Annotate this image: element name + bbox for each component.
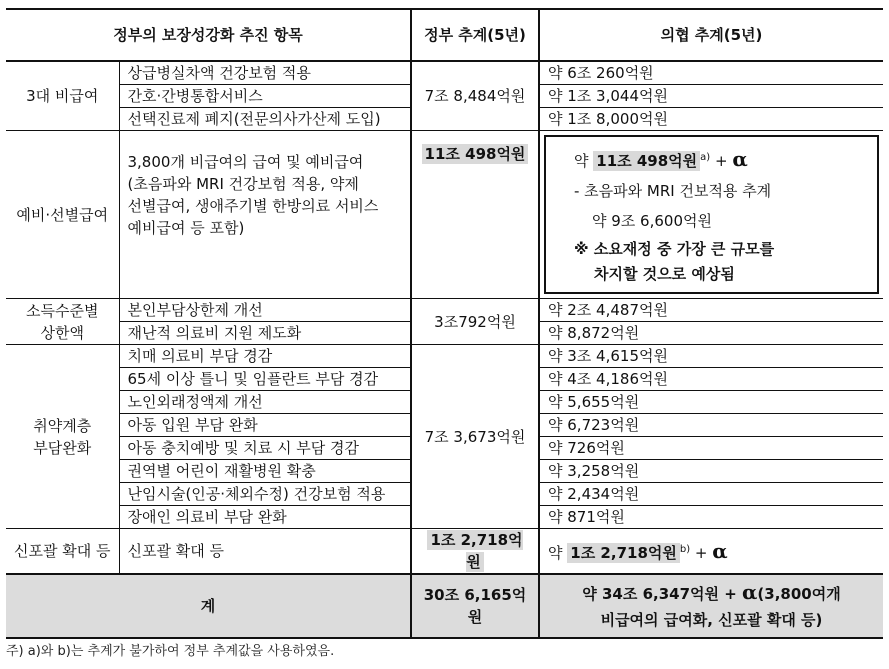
assoc-estimate-cell: 약 1조 3,044억원 <box>539 85 883 108</box>
table-row <box>6 131 883 299</box>
item-line: 예비급여 등 포함) <box>127 219 245 237</box>
group-name-g4 <box>6 345 119 529</box>
item-cell: 신포괄 확대 등 <box>119 529 411 575</box>
estimate-line1 <box>574 143 867 176</box>
estimate-prefix: 약 <box>574 152 589 170</box>
gov-estimate-g2 <box>411 131 539 299</box>
estimate-note1: ※ 소요재정 중 가장 큰 규모를 <box>574 240 775 258</box>
plus-sign: + <box>694 543 708 562</box>
assoc-estimate-cell: 약 8,872억원 <box>539 322 883 345</box>
total-assoc-line2: 비급여의 급여화, 신포괄 확대 등) <box>600 611 823 629</box>
group-name-line: 소득수준별 <box>26 301 99 320</box>
gov-estimate-g4: 7조 3,673억원 <box>411 345 539 529</box>
group-name-line: 부담완화 <box>33 438 92 457</box>
item-cell: 간호·간병통합서비스 <box>119 85 411 108</box>
estimate-line2: - 초음파와 MRI 건보적용 추계 <box>574 182 772 200</box>
total-row <box>6 574 883 638</box>
footnote-ref: b) <box>679 543 691 555</box>
alpha-symbol: α <box>732 147 748 171</box>
item-line: 3,800개 비급여의 급여 및 예비급여 <box>127 153 364 171</box>
estimate-prefix: 약 <box>548 543 563 562</box>
item-cell: 재난적 의료비 지원 제도화 <box>119 322 411 345</box>
item-cell: 본인부담상한제 개선 <box>119 299 411 322</box>
highlight-box <box>544 135 879 294</box>
item-cell-g2 <box>119 131 411 299</box>
total-assoc-line1 <box>548 579 875 607</box>
gov-estimate-value: 1조 2,718억원 <box>427 530 522 572</box>
table-row <box>6 345 883 368</box>
assoc-estimate-cell: 약 2,434억원 <box>539 483 883 506</box>
assoc-estimate-cell: 약 726억원 <box>539 437 883 460</box>
assoc-estimate-cell: 약 1조 8,000억원 <box>539 108 883 131</box>
assoc-estimate-cell: 약 3조 4,615억원 <box>539 345 883 368</box>
assoc-estimate-cell: 약 6,723억원 <box>539 414 883 437</box>
total-assoc-note: (3,800여개 <box>757 585 841 603</box>
assoc-estimate-cell: 약 2조 4,487억원 <box>539 299 883 322</box>
estimate-line3: 약 9조 6,600억원 <box>592 212 712 230</box>
total-label: 계 <box>6 574 411 638</box>
gov-estimate-g5 <box>411 529 539 575</box>
item-cell: 권역별 어린이 재활병원 확충 <box>119 460 411 483</box>
gov-estimate-g3: 3조792억원 <box>411 299 539 345</box>
total-assoc-value: 약 34조 6,347억원 + <box>582 585 737 603</box>
item-cell: 상급병실차액 건강보험 적용 <box>119 61 411 85</box>
item-cell: 아동 입원 부담 완화 <box>119 414 411 437</box>
item-line: (초음파와 MRI 건강보험 적용, 약제 <box>127 175 359 193</box>
assoc-estimate-g5 <box>539 529 883 575</box>
group-name-line: 취약계층 <box>33 416 92 435</box>
item-cell: 장애인 의료비 부담 완화 <box>119 506 411 529</box>
group-name-g5: 신포괄 확대 등 <box>6 529 119 575</box>
total-assoc <box>539 574 883 638</box>
plus-sign: + <box>714 152 728 170</box>
total-gov: 30조 6,165억원 <box>411 574 539 638</box>
table-row <box>6 61 883 85</box>
gov-estimate-value: 11조 498억원 <box>422 144 529 164</box>
item-cell: 난임시술(인공·체외수정) 건강보험 적용 <box>119 483 411 506</box>
item-cell: 아동 충치예방 및 치료 시 부담 경감 <box>119 437 411 460</box>
group-name-g3 <box>6 299 119 345</box>
item-cell: 치매 의료비 부담 경감 <box>119 345 411 368</box>
cost-estimate-table <box>6 8 883 639</box>
assoc-estimate-cell: 약 871억원 <box>539 506 883 529</box>
header-item: 정부의 보장성강화 추진 항목 <box>6 9 411 61</box>
item-cell: 65세 이상 틀니 및 임플란트 부담 경감 <box>119 368 411 391</box>
estimate-note2: 차지할 것으로 예상됨 <box>594 265 735 283</box>
assoc-estimate-cell: 약 5,655억원 <box>539 391 883 414</box>
alpha-symbol: α <box>742 580 758 604</box>
table-row <box>6 529 883 575</box>
header-assoc-estimate: 의협 추계(5년) <box>539 9 883 61</box>
footnote: 주) a)와 b)는 추계가 불가하여 정부 추계값을 사용하였음. <box>6 644 335 659</box>
footnote-ref: a) <box>700 152 711 163</box>
item-cell: 선택진료제 폐지(전문의사가산제 도입) <box>119 108 411 131</box>
assoc-estimate-cell: 약 3,258억원 <box>539 460 883 483</box>
group-name-g2: 예비·선별급여 <box>6 131 119 299</box>
item-line: 선별급여, 생애주기별 한방의료 서비스 <box>127 197 379 215</box>
estimate-value: 1조 2,718억원 <box>567 543 680 563</box>
alpha-symbol: α <box>712 538 728 563</box>
header-gov-estimate: 정부 추계(5년) <box>411 9 539 61</box>
table-header-row <box>6 9 883 61</box>
assoc-estimate-g2 <box>539 131 883 299</box>
group-name-line: 상한액 <box>40 323 84 342</box>
assoc-estimate-cell: 약 4조 4,186억원 <box>539 368 883 391</box>
item-cell: 노인외래정액제 개선 <box>119 391 411 414</box>
assoc-estimate-cell: 약 6조 260억원 <box>539 61 883 85</box>
gov-estimate-g1: 7조 8,484억원 <box>411 61 539 131</box>
estimate-value: 11조 498억원 <box>593 151 700 171</box>
table-row <box>6 299 883 322</box>
group-name-g1: 3대 비급여 <box>6 61 119 131</box>
